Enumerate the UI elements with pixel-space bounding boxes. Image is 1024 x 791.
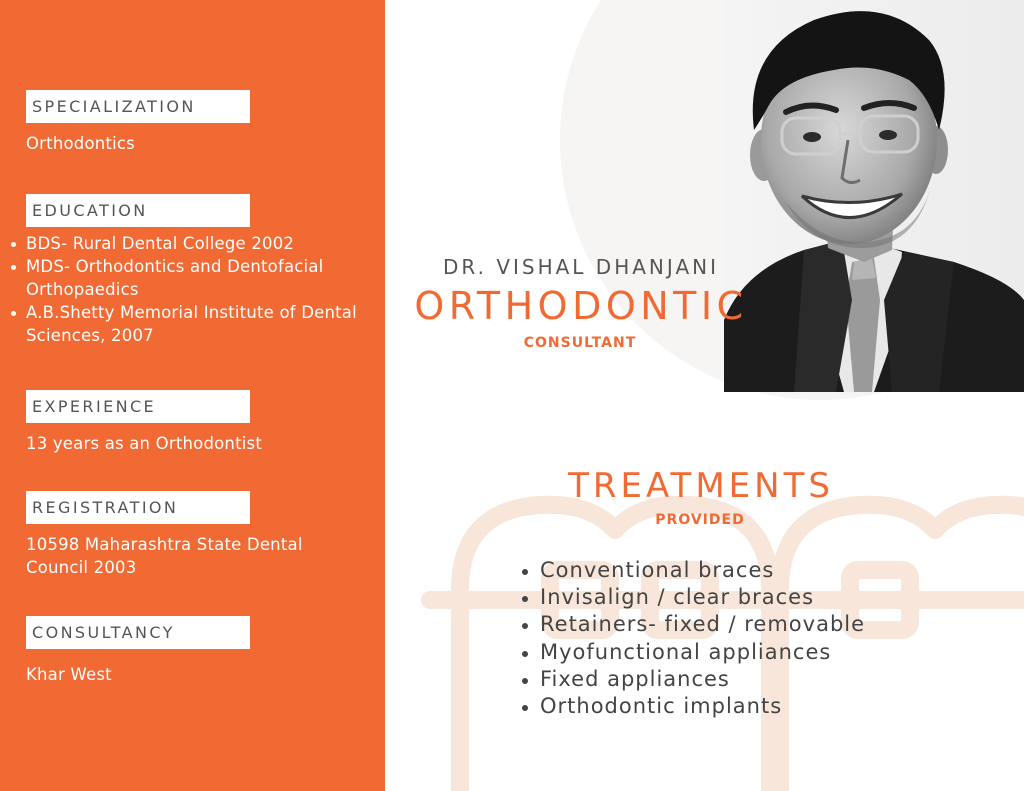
education-list (5, 232, 366, 347)
registration-value: 10598 Maharashtra State Dental Council 2003 (26, 535, 303, 577)
treatments-list (520, 557, 865, 720)
education-item: BDS- Rural Dental College 2002 (5, 232, 366, 255)
experience-value: 13 years as an Orthodontist (26, 434, 262, 453)
treatment-item: Myofunctional appliances (520, 639, 865, 666)
education-item: MDS- Orthodontics and Dentofacial Orthopaedics (5, 255, 366, 301)
treatment-item: Orthodontic implants (520, 693, 865, 720)
registration-section (26, 491, 366, 579)
doctor-portrait-icon (724, 0, 1024, 392)
treatment-item: Retainers- fixed / removable (520, 611, 865, 638)
consultancy-section (26, 616, 366, 686)
registration-label: REGISTRATION (26, 491, 250, 524)
specialization-value: Orthodontics (26, 134, 135, 153)
doctor-name: DR. VISHAL DHANJANI (443, 255, 719, 279)
info-sidebar (0, 0, 385, 791)
treatment-item: Fixed appliances (520, 666, 865, 693)
profile-title: ORTHODONTIC (414, 284, 748, 328)
specialization-label: SPECIALIZATION (26, 90, 250, 123)
treatments-title: TREATMENTS (568, 466, 834, 506)
profile-subtitle: CONSULTANT (523, 335, 637, 351)
treatment-item: Invisalign / clear braces (520, 584, 865, 611)
education-item: A.B.Shetty Memorial Institute of Dental Sciences, 2007 (5, 301, 366, 347)
specialization-section (26, 90, 366, 155)
experience-section (26, 390, 366, 455)
treatment-item: Conventional braces (520, 557, 865, 584)
education-label: EDUCATION (26, 194, 250, 227)
treatments-subtitle: PROVIDED (655, 512, 745, 528)
education-section (26, 194, 366, 347)
consultancy-value: Khar West (26, 665, 112, 684)
consultancy-label: CONSULTANCY (26, 616, 250, 649)
doctor-photo (724, 0, 1024, 392)
experience-label: EXPERIENCE (26, 390, 250, 423)
